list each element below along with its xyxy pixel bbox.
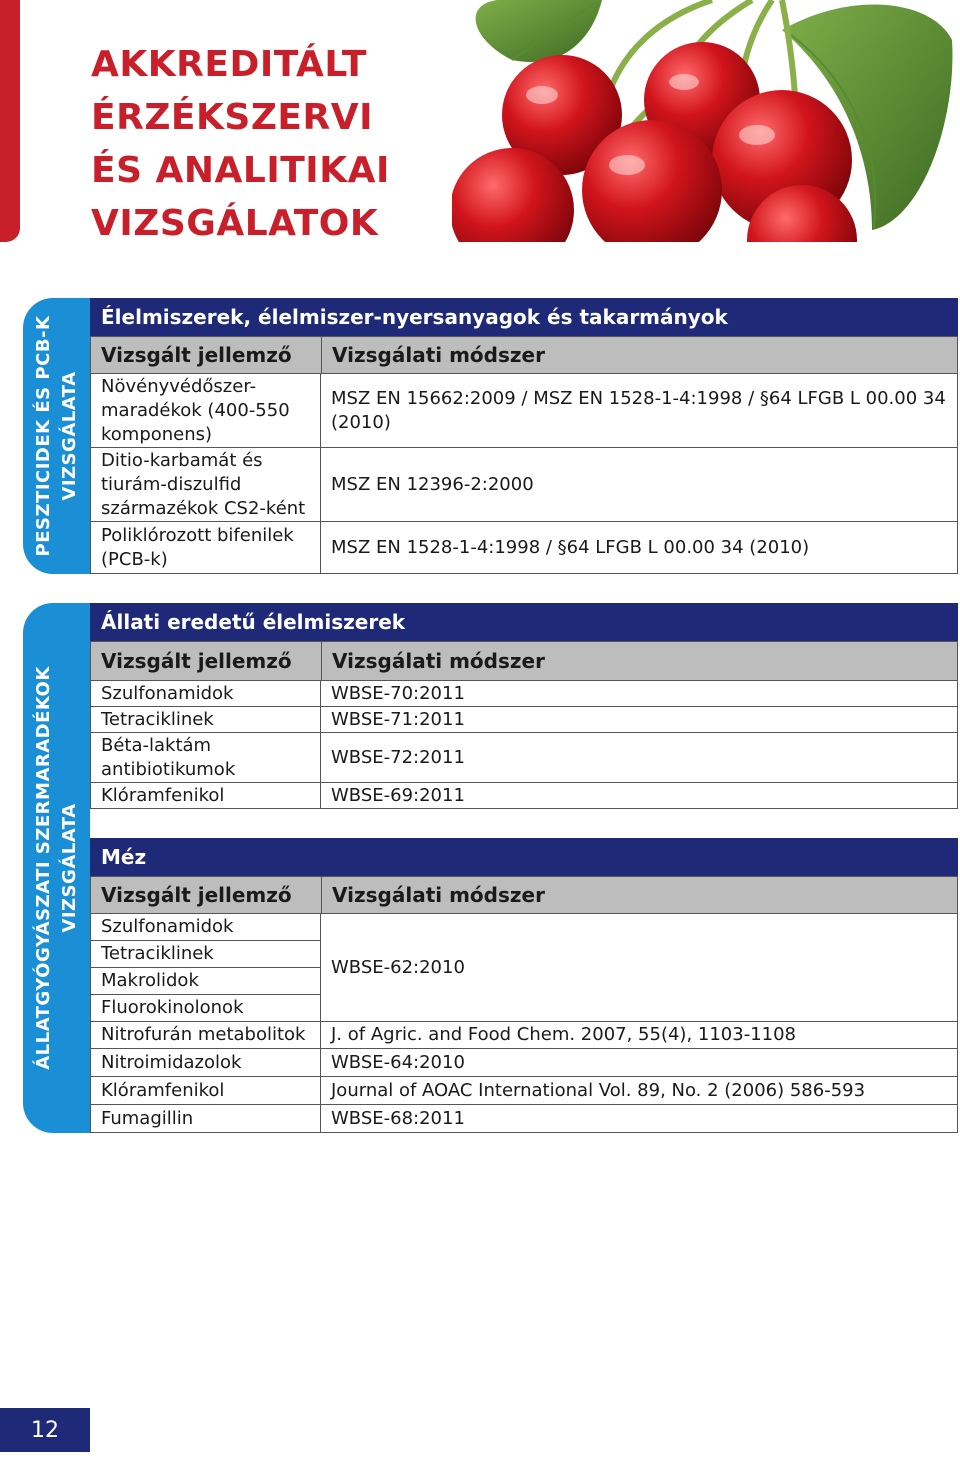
row-parameter: Fluorokinolonok	[101, 997, 244, 1018]
tab-line: VIZSGÁLATA	[58, 371, 80, 501]
table-row	[90, 941, 320, 968]
table-title: Állati eredetű élelmiszerek	[90, 603, 958, 641]
table-row	[90, 995, 320, 1022]
tab-line: PESZTICIDEK ÉS PCB-K	[32, 315, 54, 557]
table-row	[90, 1105, 958, 1133]
row-parameter: Tetraciklinek	[101, 943, 214, 964]
grouped-parameters	[90, 914, 320, 1022]
table-row	[90, 707, 958, 733]
title-line: VIZSGÁLATOK	[91, 203, 379, 244]
table-row	[90, 374, 958, 448]
column-header-parameter: Vizsgált jellemző	[101, 883, 292, 907]
column-header-method: Vizsgálati módszer	[332, 649, 545, 673]
row-method: Journal of AOAC International Vol. 89, No. 2 (2006) 586-593	[331, 1079, 866, 1101]
table-row	[90, 1049, 958, 1077]
row-parameter: Nitroimidazolok	[101, 1051, 242, 1073]
row-method: WBSE-71:2011	[331, 708, 465, 730]
title-line: AKKREDITÁLT	[91, 44, 367, 85]
tab-label	[31, 666, 83, 1070]
row-parameter: Fumagillin	[101, 1107, 194, 1129]
tab-label	[31, 316, 83, 557]
red-accent-bar	[0, 0, 20, 242]
row-parameter: Tetraciklinek	[101, 708, 214, 730]
table-row	[90, 1077, 958, 1105]
row-method: MSZ EN 15662:2009 / MSZ EN 1528-1-4:1998 / §64 LFGB L 00.00 34 (2010)	[331, 387, 946, 433]
row-method: MSZ EN 12396-2:2000	[331, 473, 534, 495]
grouped-method	[320, 914, 958, 1022]
section-tab-pesticides	[23, 298, 90, 574]
row-parameter: Poliklórozott bifenilek (PCB-k)	[101, 524, 294, 570]
row-method: WBSE-69:2011	[331, 784, 465, 806]
tab-line: VIZSGÁLATA	[58, 803, 80, 933]
table-row	[90, 914, 320, 941]
table-header	[90, 876, 958, 914]
cherry-image	[452, 0, 960, 242]
row-method: WBSE-68:2011	[331, 1107, 465, 1129]
column-header-parameter: Vizsgált jellemző	[101, 649, 292, 673]
row-parameter: Ditio-karbamát és tiurám-diszulfid származékok CS2-ként	[101, 449, 306, 519]
row-method: WBSE-64:2010	[331, 1051, 465, 1073]
title-line: ÉRZÉKSZERVI	[91, 97, 374, 138]
column-header-parameter: Vizsgált jellemző	[101, 343, 292, 367]
row-method: WBSE-62:2010	[331, 956, 465, 978]
row-parameter: Növényvédőszer-maradékok (400-550 komponens)	[101, 375, 290, 445]
title-line: ÉS ANALITIKAI	[91, 150, 390, 191]
table-title: Élelmiszerek, élelmiszer-nyersanyagok és takarmányok	[90, 298, 958, 336]
row-parameter: Klóramfenikol	[101, 784, 225, 806]
row-method: WBSE-70:2011	[331, 682, 465, 704]
table-header	[90, 641, 958, 681]
table-row	[90, 783, 958, 809]
honey-table	[90, 838, 958, 1133]
animal-origin-table	[90, 603, 958, 809]
tab-line: ÁLLATGYÓGYÁSZATI SZERMARADÉKOK	[32, 666, 54, 1070]
column-header-method: Vizsgálati módszer	[332, 883, 545, 907]
row-parameter: Szulfonamidok	[101, 916, 234, 937]
section-tab-veterinary	[23, 603, 90, 1133]
row-method: MSZ EN 1528-1-4:1998 / §64 LFGB L 00.00 34 (2010)	[331, 536, 810, 558]
table-row	[90, 733, 958, 783]
table-header	[90, 336, 958, 374]
table-row	[90, 968, 320, 995]
row-method: WBSE-72:2011	[331, 746, 465, 768]
pesticides-table	[90, 298, 958, 574]
table-row	[90, 1022, 958, 1049]
table-row	[90, 448, 958, 522]
row-method: J. of Agric. and Food Chem. 2007, 55(4), 1103-1108	[331, 1024, 797, 1045]
row-parameter: Nitrofurán metabolitok	[101, 1024, 306, 1045]
table-row	[90, 681, 958, 707]
row-parameter: Makrolidok	[101, 970, 199, 991]
table-title: Méz	[90, 838, 958, 876]
row-parameter: Szulfonamidok	[101, 682, 234, 704]
page-title	[91, 38, 451, 250]
table-row	[90, 522, 958, 574]
page-number: 12	[0, 1408, 90, 1452]
column-header-method: Vizsgálati módszer	[332, 343, 545, 367]
row-parameter: Béta-laktám antibiotikumok	[101, 734, 236, 780]
row-parameter: Klóramfenikol	[101, 1079, 225, 1101]
